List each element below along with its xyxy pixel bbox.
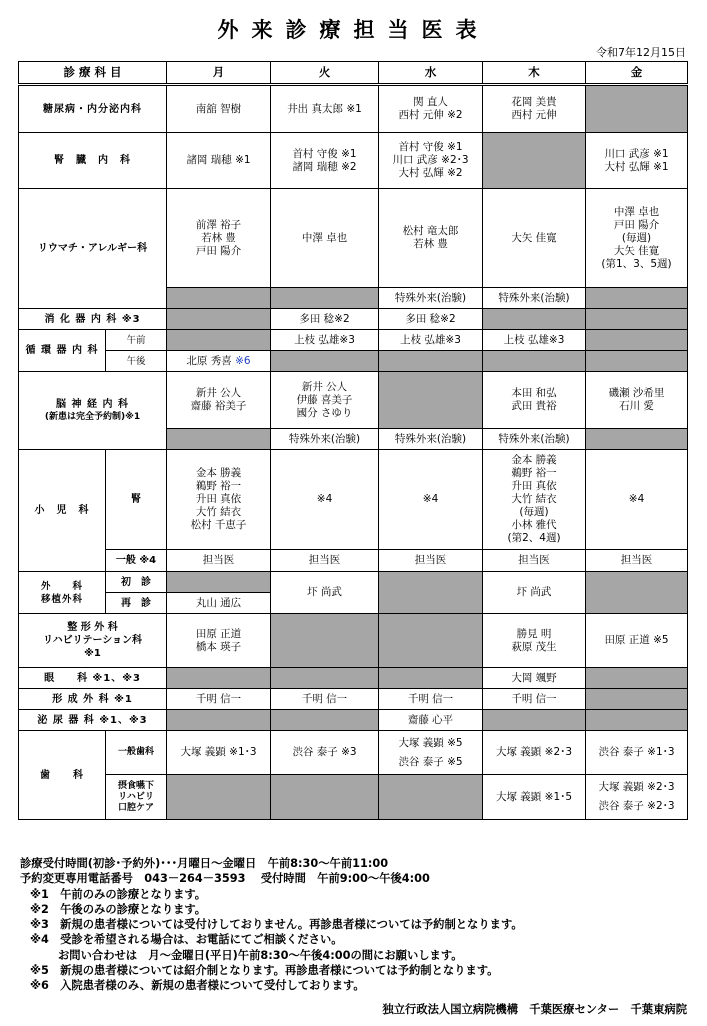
- cell-unavailable: [586, 85, 688, 133]
- issue-date: 令和7年12月15日: [596, 46, 686, 59]
- cell-unavailable: [379, 668, 483, 689]
- cell: 担当医: [379, 550, 483, 572]
- cell: 磯瀬 沙希里 石川 愛: [586, 372, 688, 429]
- cell: 田原 正道 ※5: [586, 614, 688, 668]
- dept-ophthalmology: 眼 科 ※1、※3: [19, 668, 167, 689]
- cell: 圷 尚武: [271, 572, 379, 614]
- label-first-visit: 初 診: [106, 572, 167, 593]
- cell: 川口 武彦 ※1 大村 弘輝 ※1: [586, 133, 688, 189]
- cell: 花岡 美貴 西村 元伸: [483, 85, 586, 133]
- note-5: ※5 新規の患者様については紹介制となります。再診患者様については予約制となります。: [30, 964, 499, 978]
- row-cardio-pm: [19, 351, 688, 372]
- cell: 圷 尚武: [483, 572, 586, 614]
- row-nephrology: [19, 133, 688, 189]
- header-thu: 木: [483, 62, 586, 85]
- cell: 勝見 明 萩原 茂生: [483, 614, 586, 668]
- cell-special-clinic: 特殊外来(治験): [483, 429, 586, 450]
- label-am: 午前: [106, 330, 167, 351]
- cell-unavailable: [271, 668, 379, 689]
- cell-unavailable: [167, 572, 271, 593]
- cell: 担当医: [271, 550, 379, 572]
- label-pm: 午後: [106, 351, 167, 372]
- cell: ※4: [379, 450, 483, 550]
- header-row: [19, 62, 688, 85]
- cell-unavailable: [586, 288, 688, 309]
- label-return-visit: 再 診: [106, 593, 167, 614]
- cell: 中澤 卓也: [271, 189, 379, 288]
- cell-unavailable: [167, 775, 271, 820]
- row-gastro: [19, 309, 688, 330]
- cell: 井出 真太郎 ※1: [271, 85, 379, 133]
- cell-unavailable: [379, 572, 483, 614]
- row-pediatrics-general: [19, 550, 688, 572]
- cell: 松村 竜太郎 若林 豊: [379, 189, 483, 288]
- cell: 大矢 佳寛: [483, 189, 586, 288]
- row-cardio-am: [19, 330, 688, 351]
- cell-special-clinic: 特殊外来(治験): [379, 429, 483, 450]
- note-1: ※1 午前のみの診療となります。: [30, 887, 207, 901]
- cell: 大塚 義顕 ※5 渋谷 泰子 ※5: [379, 731, 483, 775]
- cell-special-clinic: 特殊外来(治験): [379, 288, 483, 309]
- row-pediatrics-kidney: [19, 450, 688, 550]
- dept-surgery: 外 科 移植外科: [19, 572, 106, 614]
- dept-gastro: 消 化 器 内 科 ※3: [19, 309, 167, 330]
- dept-urology: 泌 尿 器 科 ※1、※3: [19, 710, 167, 731]
- note-4: ※4 受診を希望される場合は、お電話にてご相談ください。: [30, 933, 343, 947]
- row-neurology: [19, 372, 688, 429]
- row-ophthalmology: [19, 668, 688, 689]
- cell-unavailable: [483, 351, 586, 372]
- cell: 北原 秀喜 ※6: [167, 351, 271, 372]
- cell: 担当医: [586, 550, 688, 572]
- cell-unavailable: [586, 668, 688, 689]
- cell: 大塚 義顕 ※2･3: [483, 731, 586, 775]
- cell-unavailable: [586, 689, 688, 710]
- cell-unavailable: [167, 330, 271, 351]
- cell: 上枝 弘雄※3: [483, 330, 586, 351]
- row-urology: [19, 710, 688, 731]
- cell-special-clinic: 特殊外来(治験): [271, 429, 379, 450]
- dept-cardio: 循 環 器 内 科: [19, 330, 106, 372]
- row-surgery-first: [19, 572, 688, 593]
- cell: 本田 和弘 武田 貴裕: [483, 372, 586, 429]
- header-wed: 水: [379, 62, 483, 85]
- cell: 渋谷 泰子 ※3: [271, 731, 379, 775]
- row-diabetes: [19, 85, 688, 133]
- cell-unavailable: [379, 351, 483, 372]
- cell: 中澤 卓也 戸田 陽介 (毎週) 大矢 佳寛 (第1、3、5週): [586, 189, 688, 288]
- cell: 南舘 智樹: [167, 85, 271, 133]
- cell-unavailable: [379, 614, 483, 668]
- cell: 多田 稔※2: [271, 309, 379, 330]
- schedule-table: [18, 61, 688, 820]
- cell: 首村 守俊 ※1 諸岡 瑞穂 ※2: [271, 133, 379, 189]
- cell: 諸岡 瑞穂 ※1: [167, 133, 271, 189]
- label-swallowing-rehab: 摂食嚥下 リハビリ 口腔ケア: [106, 775, 167, 820]
- cell-unavailable: [586, 429, 688, 450]
- cell: 多田 稔※2: [379, 309, 483, 330]
- cell: 担当医: [167, 550, 271, 572]
- cell: 齋藤 心平: [379, 710, 483, 731]
- cell: 関 直人 西村 元伸 ※2: [379, 85, 483, 133]
- cell-unavailable: [379, 372, 483, 429]
- cell-unavailable: [271, 351, 379, 372]
- cell-unavailable: [483, 133, 586, 189]
- header-mon: 月: [167, 62, 271, 85]
- header-fri: 金: [586, 62, 688, 85]
- note-4-continued: お問い合わせは 月～金曜日(平日)午前8:30～午後4:00の間にお願いします。: [58, 948, 463, 962]
- label-general-dentistry: 一般歯科: [106, 731, 167, 775]
- cell: 担当医: [483, 550, 586, 572]
- cell-unavailable: [483, 710, 586, 731]
- cell-unavailable: [586, 710, 688, 731]
- cell-unavailable: [167, 429, 271, 450]
- cell: 首村 守俊 ※1 川口 武彦 ※2･3 大村 弘輝 ※2: [379, 133, 483, 189]
- cell: 金本 勝義 鵜野 裕一 升田 真依 大竹 結衣 松村 千恵子: [167, 450, 271, 550]
- cell: 大塚 義顕 ※1･3: [167, 731, 271, 775]
- cell: 丸山 通広: [167, 593, 271, 614]
- cell-special-clinic: 特殊外来(治験): [483, 288, 586, 309]
- dept-nephrology: 腎 臓 内 科: [19, 133, 167, 189]
- cell-unavailable: [271, 775, 379, 820]
- row-dental-swallowing: [19, 775, 688, 820]
- organization-name: 独立行政法人国立病院機構 千葉医療センター 千葉東病院: [382, 1003, 687, 1016]
- cell: 千明 信一: [271, 689, 379, 710]
- cell: 千明 信一: [483, 689, 586, 710]
- cell-unavailable: [271, 288, 379, 309]
- dept-rheumatology: リウマチ・アレルギー科: [19, 189, 167, 309]
- phone-info: 予約変更専用電話番号 043－264－3593 受付時間 午前9:00～午後4:00: [20, 872, 430, 886]
- header-tue: 火: [271, 62, 379, 85]
- footer-notes: [20, 856, 523, 994]
- dept-plastic: 形 成 外 科 ※1: [19, 689, 167, 710]
- cell: 上枝 弘雄※3: [271, 330, 379, 351]
- cell: 前澤 裕子 若林 豊 戸田 陽介: [167, 189, 271, 288]
- label-kidney: 腎: [106, 450, 167, 550]
- cell: ※4: [271, 450, 379, 550]
- cell: 新井 公人 伊藤 喜美子 國分 さゆり: [271, 372, 379, 429]
- dept-orthopedics: 整 形 外 科 リハビリテーション科 ※1: [19, 614, 167, 668]
- cell-unavailable: [586, 351, 688, 372]
- cell: 千明 信一: [379, 689, 483, 710]
- cell-unavailable: [271, 710, 379, 731]
- reception-hours: 診療受付時間(初診･予約外)･･･月曜日～金曜日 午前8:30～午前11:00: [20, 857, 389, 870]
- cell-unavailable: [586, 572, 688, 614]
- row-rheumatology: [19, 189, 688, 288]
- cell: 千明 信一: [167, 689, 271, 710]
- cell: ※4: [586, 450, 688, 550]
- row-orthopedics: [19, 614, 688, 668]
- note-2: ※2 午後のみの診療となります。: [30, 902, 207, 916]
- label-general: 一般 ※4: [106, 550, 167, 572]
- note-6: ※6 入院患者様のみ、新規の患者様について受付しております。: [30, 979, 365, 993]
- header-dept: 診 療 科 目: [19, 62, 167, 85]
- cell-unavailable: [379, 775, 483, 820]
- dept-pediatrics: 小 児 科: [19, 450, 106, 572]
- cell: 田原 正道 橋本 瑛子: [167, 614, 271, 668]
- cell: 大塚 義顕 ※1･5: [483, 775, 586, 820]
- cell: 渋谷 泰子 ※1･3: [586, 731, 688, 775]
- cell-unavailable: [586, 330, 688, 351]
- cell-unavailable: [271, 614, 379, 668]
- dept-dental: 歯 科: [19, 731, 106, 820]
- dept-neurology: 脳 神 経 内 科 (新患は完全予約制)※1: [19, 372, 167, 450]
- row-dental-general: [19, 731, 688, 775]
- note-3: ※3 新規の患者様については受付けしておりません。再診患者様については予約制となります。: [30, 918, 523, 932]
- cell: 大塚 義顕 ※2･3 渋谷 泰子 ※2･3: [586, 775, 688, 820]
- cell: 大岡 颯野: [483, 668, 586, 689]
- note-ref: ※6: [235, 354, 251, 367]
- cell-unavailable: [586, 309, 688, 330]
- row-plastic: [19, 689, 688, 710]
- cell: 金本 勝義 鵜野 裕一 升田 真依 大竹 結衣 (毎週) 小林 雅代 (第2、4週): [483, 450, 586, 550]
- cell-unavailable: [167, 309, 271, 330]
- dept-diabetes: 糖尿病・内分泌内科: [19, 85, 167, 133]
- cell-unavailable: [167, 288, 271, 309]
- page-title: 外来診療担当医表: [217, 18, 490, 42]
- cell-unavailable: [167, 710, 271, 731]
- cell: 新井 公人 齋藤 裕美子: [167, 372, 271, 429]
- cell-unavailable: [167, 668, 271, 689]
- cell-unavailable: [483, 309, 586, 330]
- cell: 上枝 弘雄※3: [379, 330, 483, 351]
